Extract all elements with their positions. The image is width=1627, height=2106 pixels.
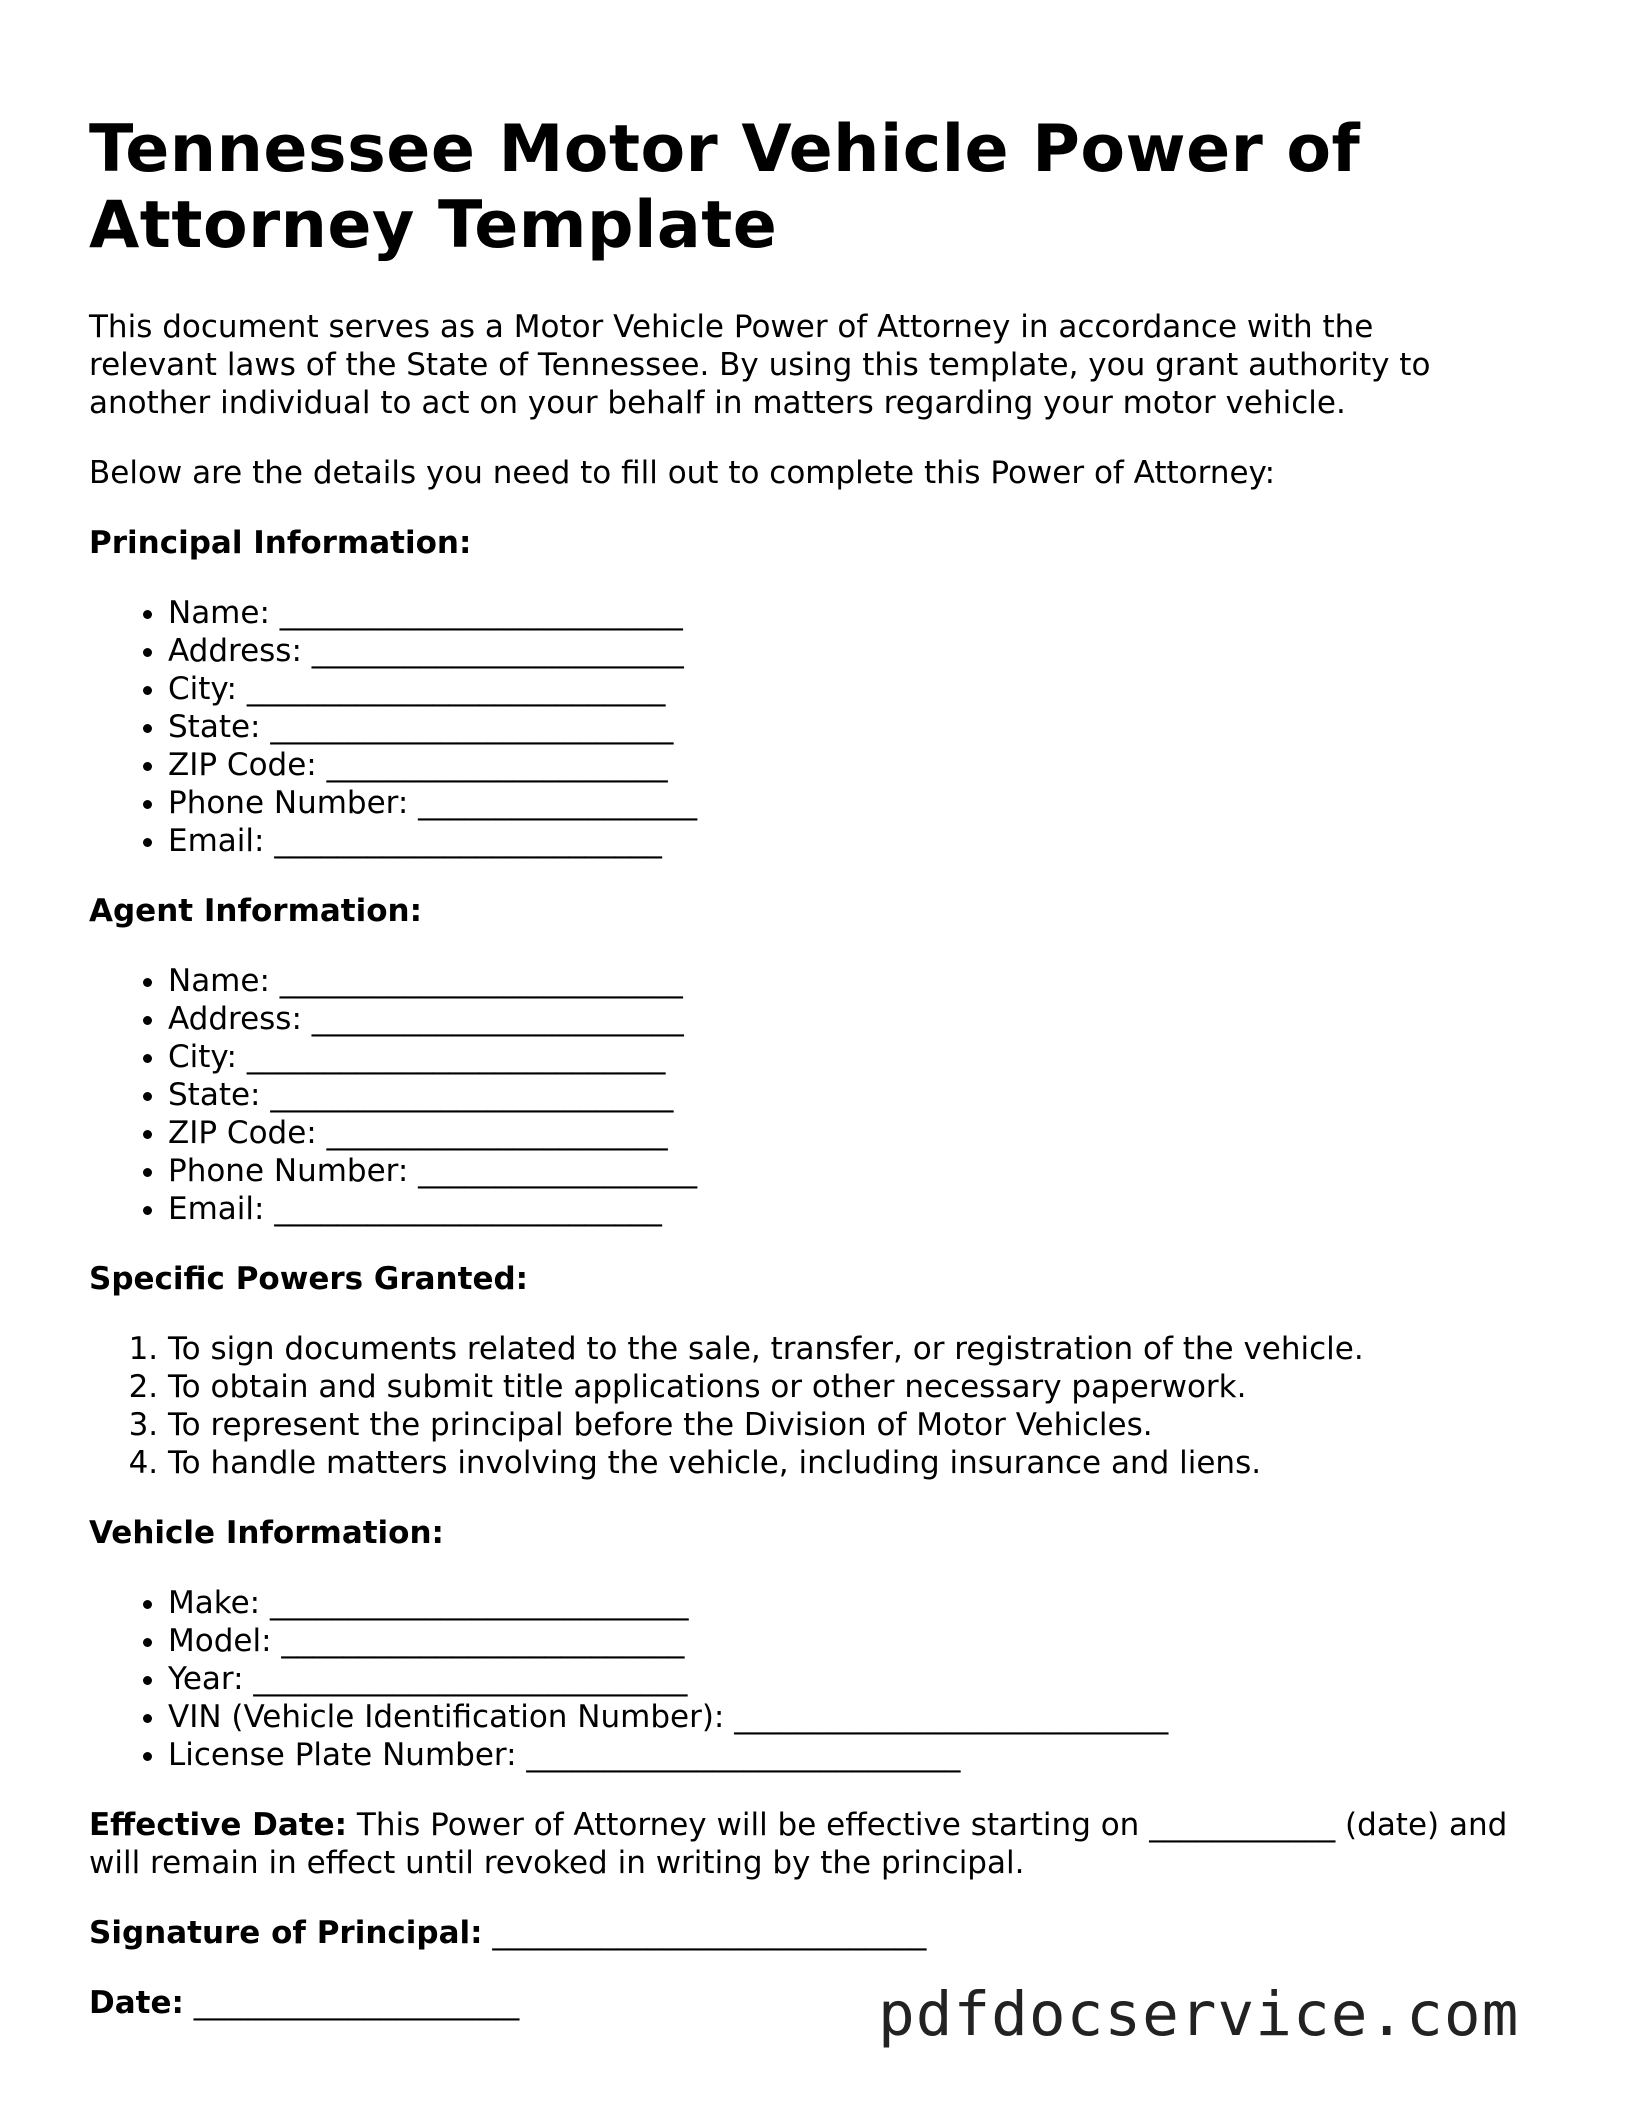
power-item: 1. To sign documents related to the sale, transfer, or registration of the vehicle. (168, 1330, 1509, 1368)
principal-zip-field: • ZIP Code: ______________________ (168, 746, 1509, 784)
principal-name-blank: __________________________ (279, 595, 683, 631)
effective-date-blank: ____________ (1149, 1807, 1336, 1843)
agent-address-blank: ________________________ (311, 1001, 684, 1037)
agent-state-blank: __________________________ (270, 1077, 674, 1113)
agent-heading: Agent Information: (89, 893, 422, 929)
vehicle-heading: Vehicle Information: (89, 1515, 444, 1551)
effective-date-paragraph: Effective Date: This Power of Attorney will be effective starting on ____________ (date) and will remain in effect until revoked in writing by the principal. (89, 1807, 1508, 1881)
agent-zip-blank: ______________________ (326, 1115, 668, 1151)
principal-email-blank: _________________________ (274, 823, 662, 859)
date-blank: _____________________ (193, 1985, 520, 2021)
date-label: Date: (89, 1985, 184, 2021)
signature-line (89, 1914, 1509, 1952)
vehicle-model-blank: __________________________ (281, 1623, 685, 1659)
principal-zip-blank: ______________________ (326, 747, 668, 783)
document-page (89, 112, 1509, 2054)
principal-phone-field: • Phone Number: __________________ (168, 784, 1509, 822)
vehicle-model-field: • Model: __________________________ (168, 1622, 1509, 1660)
principal-state-field: • State: __________________________ (168, 708, 1509, 746)
power-item: 2. To obtain and submit title applications or other necessary paperwork. (168, 1368, 1509, 1406)
principal-address-field: • Address: ________________________ (168, 632, 1509, 670)
principal-state-blank: __________________________ (270, 709, 674, 745)
principal-city-blank: ___________________________ (246, 671, 666, 707)
principal-heading: Principal Information: (89, 525, 472, 561)
vehicle-year-blank: ____________________________ (253, 1661, 688, 1697)
vehicle-year-field: • Year: ____________________________ (168, 1660, 1509, 1698)
agent-zip-field: • ZIP Code: ______________________ (168, 1114, 1509, 1152)
power-item: 4. To handle matters involving the vehicle, including insurance and liens. (168, 1444, 1509, 1482)
signature-label: Signature of Principal: (89, 1915, 483, 1951)
principal-city-field: • City: ___________________________ (168, 670, 1509, 708)
watermark-logo: pdfdocservice.com (878, 1979, 1520, 2050)
agent-phone-blank: __________________ (418, 1153, 698, 1189)
document-title: Tennessee Motor Vehicle Power of Attorney Template (89, 112, 1361, 263)
principal-address-blank: ________________________ (311, 633, 684, 669)
agent-city-blank: ___________________________ (246, 1039, 666, 1075)
signature-blank: ____________________________ (492, 1915, 927, 1951)
vehicle-vin-field: • VIN (Vehicle Identification Number): ____________________________ (168, 1698, 1509, 1736)
intro-paragraph: This document serves as a Motor Vehicle Power of Attorney in accordance with the relevant laws of the State of Tennessee. By using this template, you grant authority to another individual to act on your behalf in matters regarding your motor vehicle. (89, 309, 1431, 421)
principal-name-field: • Name: __________________________ (168, 594, 1509, 632)
vehicle-make-field: • Make: ___________________________ (168, 1584, 1509, 1622)
agent-email-field: • Email: _________________________ (168, 1190, 1509, 1228)
vehicle-plate-blank: ____________________________ (526, 1737, 961, 1773)
vehicle-vin-blank: ____________________________ (734, 1699, 1169, 1735)
agent-fields-list (89, 962, 1509, 1228)
vehicle-fields-list (89, 1584, 1509, 1774)
agent-state-field: • State: __________________________ (168, 1076, 1509, 1114)
principal-fields-list (89, 594, 1509, 860)
effective-date-label: Effective Date: (89, 1807, 348, 1843)
powers-heading: Specific Powers Granted: (89, 1261, 529, 1297)
instructions-paragraph: Below are the details you need to fill out to complete this Power of Attorney: (89, 455, 1276, 491)
principal-email-field: • Email: _________________________ (168, 822, 1509, 860)
power-item: 3. To represent the principal before the Division of Motor Vehicles. (168, 1406, 1509, 1444)
agent-email-blank: _________________________ (274, 1191, 662, 1227)
agent-name-field: • Name: __________________________ (168, 962, 1509, 1000)
agent-phone-field: • Phone Number: __________________ (168, 1152, 1509, 1190)
vehicle-make-blank: ___________________________ (269, 1585, 689, 1621)
principal-phone-blank: __________________ (418, 785, 698, 821)
agent-address-field: • Address: ________________________ (168, 1000, 1509, 1038)
agent-city-field: • City: ___________________________ (168, 1038, 1509, 1076)
agent-name-blank: __________________________ (279, 963, 683, 999)
vehicle-plate-field: • License Plate Number: ____________________________ (168, 1736, 1509, 1774)
powers-list (89, 1330, 1509, 1482)
